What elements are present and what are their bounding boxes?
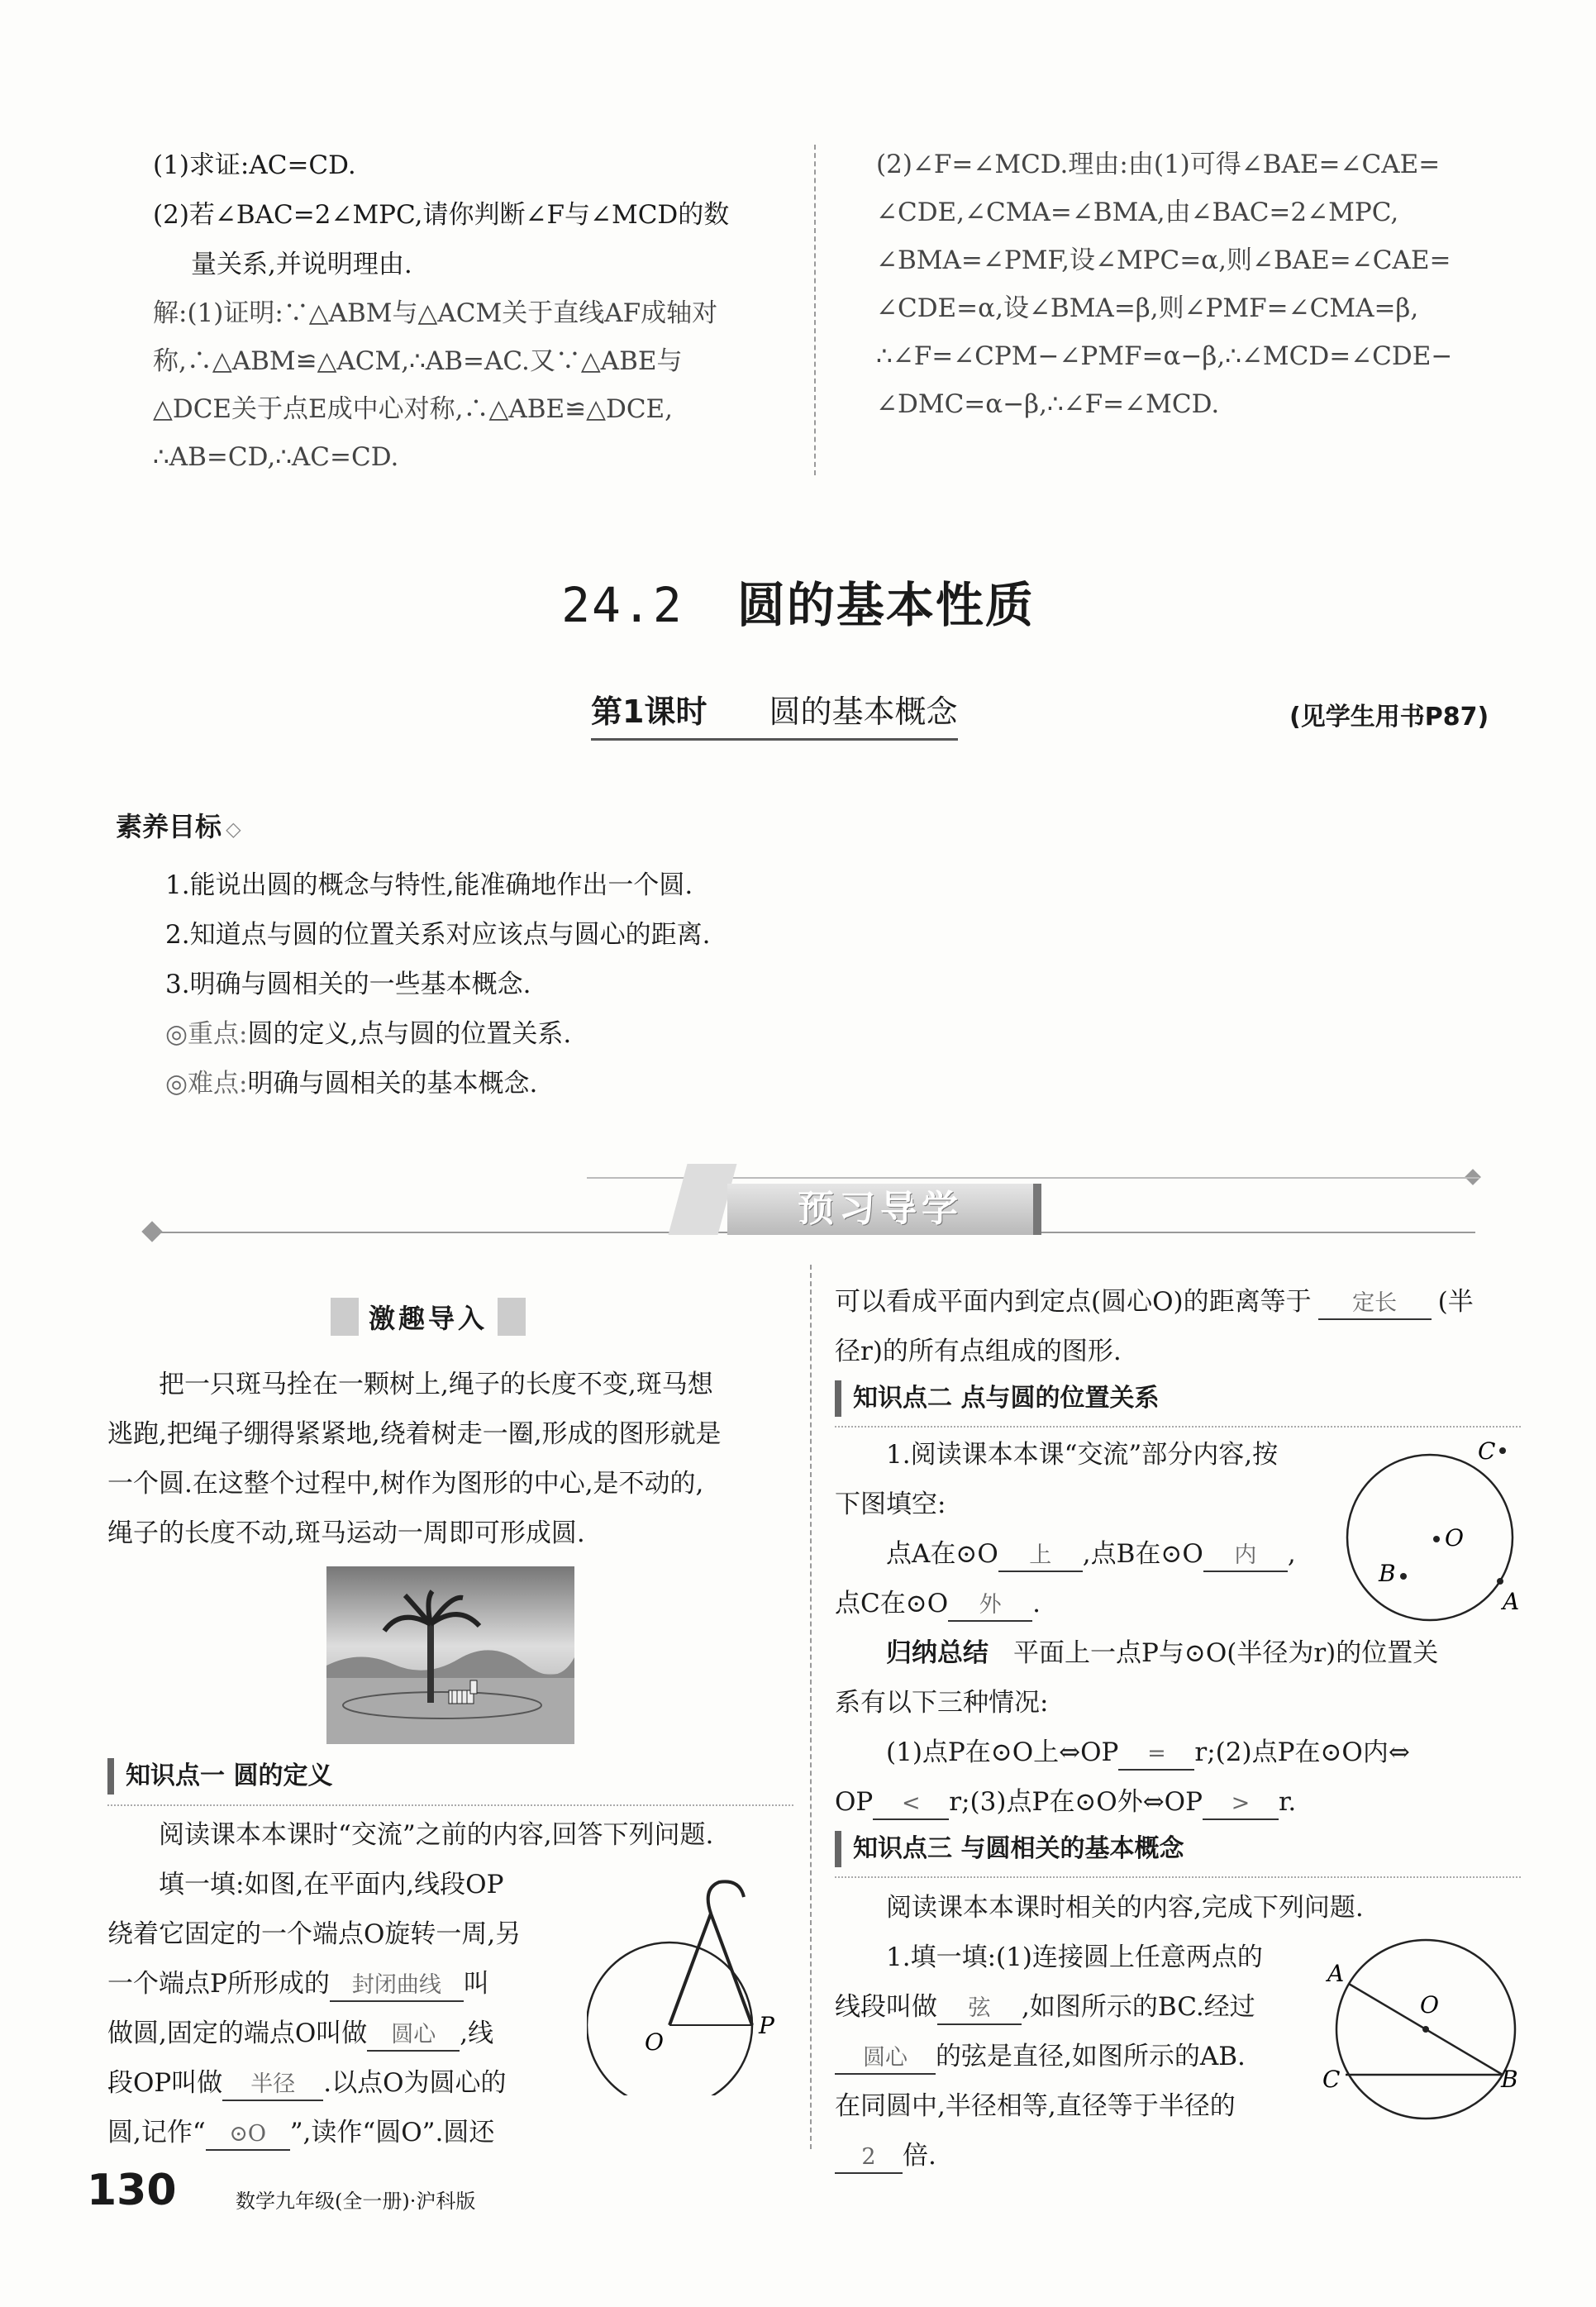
kp1-text: 段OP叫做 bbox=[107, 2068, 223, 2098]
page-number: 130 bbox=[87, 2166, 177, 2215]
key-point-text: 圆的定义,点与圆的位置关系. bbox=[247, 1019, 572, 1049]
label-O: O bbox=[1420, 1991, 1439, 2019]
goal-item: 3.明确与圆相关的一些基本概念. bbox=[165, 970, 531, 999]
answer-equal: = bbox=[1118, 1739, 1194, 1771]
column-divider bbox=[814, 145, 816, 475]
kp1-text: 圆,记作“ bbox=[107, 2118, 206, 2147]
goal-item: 2.知道点与圆的位置关系对应该点与圆心的距离. bbox=[165, 920, 711, 950]
summary-text: 平面上一点P与⊙O(半径为r)的位置关 bbox=[1013, 1638, 1439, 1668]
kp1-line: 阅读课本本课时“交流”之前的内容,回答下列问题. bbox=[159, 1820, 714, 1850]
relation-text: r. bbox=[1278, 1787, 1297, 1817]
kp1-text: 做圆,固定的端点O叫做 bbox=[107, 2019, 368, 2048]
answer-chord: 弦 bbox=[937, 1994, 1022, 2025]
kp2-line: 1.阅读课本本课“交流”部分内容,按 bbox=[886, 1440, 1279, 1470]
answer-greater: > bbox=[1203, 1789, 1279, 1820]
goals-section bbox=[116, 806, 710, 1108]
kp2-text: . bbox=[1032, 1589, 1041, 1618]
lesson-label: 第1课时 bbox=[591, 694, 707, 730]
kp2-text: 点A在⊙O bbox=[886, 1539, 998, 1569]
intro-text bbox=[107, 1360, 793, 1558]
prev-problem-left bbox=[153, 141, 729, 481]
lesson-header bbox=[591, 686, 958, 741]
label-C: C bbox=[1322, 2066, 1341, 2093]
label-B: B bbox=[1379, 1560, 1396, 1587]
relation-text: r;(2)点P在⊙O内⇔ bbox=[1194, 1737, 1410, 1767]
solution-line: ∠BMA=∠PMF,设∠MPC=α,则∠BAE=∠CAE= bbox=[876, 245, 1451, 275]
label-A: A bbox=[1503, 1588, 1520, 1615]
kp2-heading: 知识点二 点与圆的位置关系 bbox=[835, 1380, 1159, 1417]
answer-center: 圆心 bbox=[367, 2020, 460, 2052]
point-position-figure bbox=[1339, 1434, 1529, 1628]
kp3-text: 倍. bbox=[903, 2141, 936, 2171]
label-B: B bbox=[1501, 2066, 1518, 2093]
answer-through-center: 圆心 bbox=[835, 2043, 936, 2075]
intro-line: 一个圆.在这整个过程中,树作为图形的中心,是不动的, bbox=[107, 1469, 704, 1499]
difficulty-label: ◎难点: bbox=[165, 1069, 248, 1099]
book-title: 数学九年级(全一册)·沪科版 bbox=[236, 2190, 476, 2213]
kp1-text: 叫 bbox=[463, 1969, 489, 1999]
kp1-text: ,线 bbox=[460, 2019, 494, 2048]
solution-line: ∴∠F=∠CPM−∠PMF=α−β,∴∠MCD=∠CDE− bbox=[876, 341, 1453, 371]
difficulty-text: 明确与圆相关的基本概念. bbox=[247, 1069, 538, 1099]
solution-line: (2)∠F=∠MCD.理由:由(1)可得∠BAE=∠CAE= bbox=[876, 150, 1441, 179]
kp3-text: 线段叫做 bbox=[835, 1992, 937, 2022]
kp3-text: ,如图所示的BC.经过 bbox=[1022, 1992, 1255, 2022]
goals-heading: 素养目标 bbox=[116, 811, 222, 842]
compass-circle-figure bbox=[587, 1864, 802, 2095]
kp2-line: 下图填空: bbox=[835, 1490, 946, 1519]
preview-banner: 预习导学 bbox=[727, 1184, 1041, 1235]
right-col-intro bbox=[835, 1277, 1474, 1376]
prev-problem-right bbox=[876, 141, 1452, 428]
relation-text: (1)点P在⊙O上⇔OP bbox=[886, 1737, 1119, 1767]
answer-closed-curve: 封闭曲线 bbox=[330, 1971, 464, 2002]
solution-line: 称,∴△ABM≌△ACM,∴AB=AC.又∵△ABE与 bbox=[153, 346, 683, 376]
section-name: 圆的基本性质 bbox=[736, 577, 1035, 633]
student-book-ref: (见学生用书P87) bbox=[1289, 703, 1489, 732]
def-text: (半 bbox=[1437, 1287, 1474, 1317]
label-O: O bbox=[645, 2028, 664, 2056]
answer-outside: 外 bbox=[948, 1590, 1032, 1622]
answer-fixed-length: 定长 bbox=[1318, 1289, 1432, 1320]
intro-line: 逃跑,把绳子绷得紧紧地,绕着树走一圈,形成的图形就是 bbox=[107, 1419, 722, 1449]
intro-line: 绳子的长度不动,斑马运动一周即可形成圆. bbox=[107, 1518, 585, 1548]
kp1-text: ”,读作“圆O”.圆还 bbox=[289, 2118, 495, 2147]
kp1-line: 填一填:如图,在平面内,线段OP bbox=[159, 1870, 504, 1899]
kp3-body bbox=[835, 1883, 1364, 2181]
section-number: 24.2 bbox=[561, 577, 684, 633]
intro-line: 把一只斑马拴在一颗树上,绳子的长度不变,斑马想 bbox=[159, 1370, 713, 1399]
column-divider bbox=[810, 1265, 812, 2149]
kp1-text: .以点O为圆心的 bbox=[323, 2068, 507, 2098]
intro-heading: 激趣导入 bbox=[331, 1298, 526, 1336]
solution-line: ∠CDE,∠CMA=∠BMA,由∠BAC=2∠MPC, bbox=[876, 198, 1399, 227]
relation-text: r;(3)点P在⊙O外⇔OP bbox=[949, 1787, 1203, 1817]
solution-line: ∴AB=CD,∴AC=CD. bbox=[153, 442, 399, 472]
lesson-title: 圆的基本概念 bbox=[769, 694, 958, 730]
answer-on: 上 bbox=[998, 1541, 1083, 1572]
kp1-text: 一个端点P所形成的 bbox=[107, 1969, 330, 1999]
section-title bbox=[0, 566, 1596, 636]
solution-line: ∠DMC=α−β,∴∠F=∠MCD. bbox=[876, 389, 1220, 419]
summary-label: 归纳总结 bbox=[886, 1638, 989, 1668]
question-2-cont: 量关系,并说明理由. bbox=[191, 250, 412, 279]
kp3-rule bbox=[835, 1876, 1521, 1878]
answer-inside: 内 bbox=[1203, 1541, 1288, 1572]
kp3-line: 1.填一填:(1)连接圆上任意两点的 bbox=[886, 1942, 1263, 1972]
label-A: A bbox=[1327, 1960, 1345, 1987]
label-C: C bbox=[1478, 1437, 1496, 1465]
kp2-text: 点C在⊙O bbox=[835, 1589, 949, 1618]
relation-text: OP bbox=[835, 1787, 874, 1817]
def-text: 径r)的所有点组成的图形. bbox=[835, 1337, 1122, 1366]
solution-line: ∠CDE=α,设∠BMA=β,则∠PMF=∠CMA=β, bbox=[876, 293, 1419, 323]
kp1-heading: 知识点一 圆的定义 bbox=[107, 1758, 332, 1795]
kp2-rule bbox=[835, 1426, 1521, 1428]
kp3-text: 的弦是直径,如图所示的AB. bbox=[936, 2042, 1246, 2071]
answer-notation: ⊙O bbox=[206, 2119, 290, 2151]
answer-less: < bbox=[873, 1789, 949, 1820]
summary-text: 系有以下三种情况: bbox=[835, 1688, 1049, 1718]
zebra-tree-picture bbox=[326, 1566, 574, 1744]
diamond-icon: ◇ bbox=[226, 817, 241, 841]
kp2-text: , bbox=[1287, 1539, 1296, 1569]
kp2-text: ,点B在⊙O bbox=[1082, 1539, 1203, 1569]
answer-radius: 半径 bbox=[222, 2070, 323, 2101]
kp1-line: 绕着它固定的一个端点O旋转一周,另 bbox=[107, 1919, 522, 1949]
rule-diamond-left bbox=[141, 1221, 162, 1242]
kp1-rule bbox=[107, 1804, 793, 1806]
key-point-label: ◎重点: bbox=[165, 1019, 248, 1049]
answer-twice: 2 bbox=[835, 2143, 903, 2174]
def-text: 可以看成平面内到定点(圆心O)的距离等于 bbox=[835, 1287, 1312, 1317]
kp3-line: 阅读课本本课时相关的内容,完成下列问题. bbox=[886, 1893, 1364, 1923]
question-1: (1)求证:AC=CD. bbox=[153, 150, 356, 180]
question-2: (2)若∠BAC=2∠MPC,请你判断∠F与∠MCD的数 bbox=[153, 200, 730, 230]
chord-diameter-figure bbox=[1322, 1930, 1529, 2128]
kp3-line: 在同圆中,半径相等,直径等于半径的 bbox=[835, 2091, 1236, 2121]
kp3-heading: 知识点三 与圆相关的基本概念 bbox=[835, 1831, 1184, 1867]
label-O: O bbox=[1445, 1524, 1464, 1552]
label-P: P bbox=[759, 2012, 774, 2039]
solution-line: 解:(1)证明:∵△ABM与△ACM关于直线AF成轴对 bbox=[153, 298, 718, 328]
goal-item: 1.能说出圆的概念与特性,能准确地作出一个圆. bbox=[165, 870, 693, 900]
solution-line: △DCE关于点E成中心对称,∴△ABE≌△DCE, bbox=[153, 394, 674, 424]
